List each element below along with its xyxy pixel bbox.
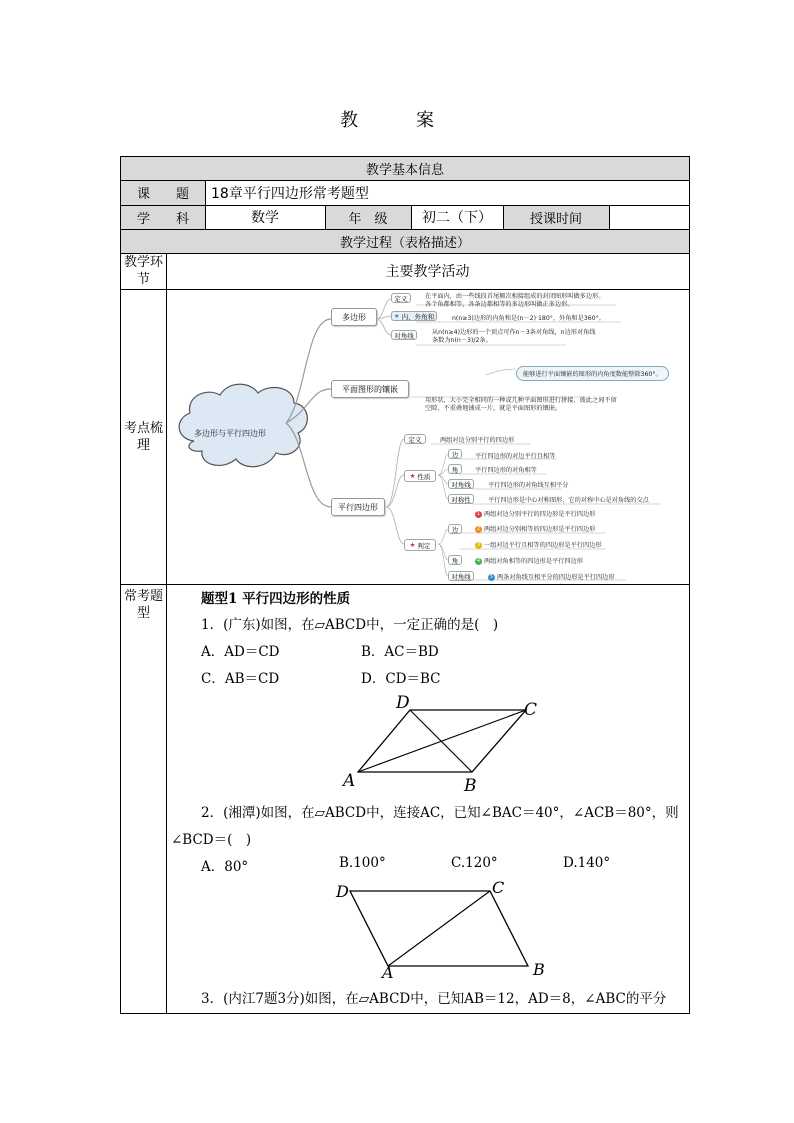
q1-option-c: C．AB＝CD — [201, 671, 280, 687]
number-badge-1: 1 — [476, 510, 481, 517]
fig1-label-a: A — [343, 771, 356, 791]
tiling-callout: 能够进行平面镶嵌的图形的内角度数能整除360°。 — [516, 366, 669, 381]
number-badge-5: 5 — [489, 573, 494, 580]
q2-stem-continued: ∠BCD＝( ) — [171, 832, 252, 848]
tag-para-properties-label: 性质 — [417, 472, 431, 481]
para-def-text: 两组对边分别平行的四边形 — [440, 437, 515, 444]
row-label-types: 常考题型 — [123, 589, 163, 621]
crit-2 — [475, 524, 595, 533]
time-value — [609, 205, 689, 229]
crit-4 — [475, 556, 583, 565]
tag-polygon-angles-label: 内、外角和 — [401, 312, 435, 321]
fig2-diagonal-ac — [388, 891, 490, 966]
prop-sym-text: 平行四边形是中心对称图形，它的对称中心是对角线的交点 — [488, 497, 649, 504]
prop-diag-text: 平行四边形的对角线互相平分 — [488, 482, 569, 489]
fig1-label-d: D — [396, 693, 410, 713]
tag-crit-side: 边 — [448, 524, 462, 534]
section-title: 题型1 平行四边形的性质 — [201, 591, 351, 607]
fig1-label-c: C — [524, 700, 538, 720]
q1-option-a: A．AD＝CD — [201, 644, 280, 660]
polygon-def-text-2: 各个角都相等，各条边都相等的多边形叫做正多边形。 — [425, 301, 574, 308]
q2-stem: 2．(湘潭)如图，在▱ABCD中，连接AC，已知∠BAC＝40°，∠ACB＝80°，则 — [201, 805, 679, 821]
star-icon: ★ — [393, 312, 400, 320]
fig2-label-b: B — [533, 960, 545, 979]
number-badge-4: 4 — [476, 557, 481, 564]
crit-5 — [488, 572, 615, 581]
star-icon: ★ — [409, 472, 416, 480]
tag-prop-diagonal: 对角线 — [448, 479, 474, 489]
fig1-label-b: B — [464, 776, 477, 795]
crit-3-text: 一组对边平行且相等的四边形是平行四边形 — [484, 542, 602, 549]
tag-crit-diagonal: 对角线 — [448, 571, 474, 581]
fig2-label-d: D — [336, 882, 349, 901]
basic-info-header: 教学基本信息 — [121, 156, 689, 180]
tag-polygon-definition: 定义 — [391, 293, 411, 303]
polygon-diag-text-2: 条数为n(n－3)/2条。 — [432, 337, 492, 344]
q1-option-d: D．CD＝BC — [361, 671, 441, 687]
time-label: 授课时间 — [503, 205, 609, 229]
tag-para-criteria — [404, 539, 436, 551]
fig2-label-c: C — [492, 878, 505, 897]
tag-prop-symmetry: 对称性 — [448, 494, 474, 504]
node-tiling: 平面图形的镶嵌 — [331, 380, 409, 398]
fig2-label-a: A — [382, 963, 394, 981]
fig1-diagonal-bd — [410, 710, 472, 772]
subject-label: 学 科 — [121, 205, 205, 229]
mind-map-center-label: 多边形与平行四边形 — [194, 429, 266, 438]
figure-2 — [330, 876, 555, 981]
tiling-text-1: 用形状，大小完全相同的一种或几种平面图形进行拼接，彼此之间不留 — [425, 397, 617, 404]
subject-value: 数学 — [251, 210, 279, 226]
crit-1 — [475, 509, 595, 518]
tiling-text-2: 空隙，不重叠地铺成一片，就是平面图形的镶嵌。 — [425, 405, 562, 412]
polygon-def-text-1: 在平面内，由一些线段首尾顺次相接组成的封闭图形叫做多边形。 — [425, 293, 605, 300]
node-polygon: 多边形 — [331, 308, 377, 326]
polygon-diag-text-1: 从n(n≥4)边形的一个顶点可作n－3条对角线，n边形对角线 — [432, 329, 596, 336]
polygon-angle-text: n(n≥3)边形的内角和是(n－2)·180°，外角和是360°。 — [452, 315, 605, 322]
crit-4-text: 两组对角相等的四边形是平行四边形 — [484, 558, 583, 565]
tag-polygon-diagonal: 对角线 — [391, 330, 417, 340]
crit-5-text: 两条对角线互相平分的四边形是平行四边形 — [497, 574, 615, 581]
tag-polygon-angles — [391, 311, 437, 321]
prop-angle-text: 平行四边形的对角相等 — [475, 467, 537, 474]
grade-value: 初二（下） — [422, 210, 492, 226]
topic-value: 18章平行四边形常考题型 — [211, 185, 369, 202]
node-parallelogram: 平行四边形 — [331, 498, 385, 516]
q2-option-a: A．80° — [201, 859, 249, 875]
q1-option-b: B．AC＝BD — [361, 644, 439, 660]
tag-prop-angle: 角 — [448, 464, 462, 474]
tag-para-definition: 定义 — [404, 434, 426, 444]
q1-stem: 1．(广东)如图，在▱ABCD中，一定正确的是( ) — [201, 617, 499, 633]
crit-2-text: 两组对边分别相等的四边形是平行四边形 — [484, 526, 596, 533]
q2-option-c: C.120° — [451, 855, 498, 871]
grade-label: 年 级 — [325, 205, 411, 229]
stage-label: 教学环节 — [123, 255, 163, 287]
q2-option-d: D.140° — [563, 855, 611, 871]
number-badge-3: 3 — [476, 541, 481, 548]
tag-crit-angle: 角 — [448, 555, 462, 565]
tag-para-criteria-label: 判定 — [417, 541, 431, 550]
activity-label: 主要教学活动 — [385, 264, 470, 280]
row-label-review: 考点梳理 — [123, 421, 163, 453]
topic-label: 课 题 — [121, 180, 205, 205]
document-title: 教 案 — [340, 110, 454, 131]
q2-option-b: B.100° — [339, 855, 386, 871]
crit-1-text: 两组对边分别平行的四边形是平行四边形 — [484, 511, 596, 518]
star-icon: ★ — [409, 541, 416, 549]
tag-prop-side: 边 — [448, 449, 462, 459]
prop-side-text: 平行四边形的对边平行且相等 — [475, 453, 556, 460]
figure-1 — [340, 690, 550, 795]
process-header: 教学过程（表格描述） — [121, 229, 689, 253]
tag-para-properties — [404, 470, 436, 482]
q3-stem: 3．(内江7题3分)如图，在▱ABCD中，已知AB＝12，AD＝8，∠ABC的平分 — [201, 991, 667, 1007]
number-badge-2: 2 — [476, 525, 481, 532]
crit-3 — [475, 540, 602, 549]
